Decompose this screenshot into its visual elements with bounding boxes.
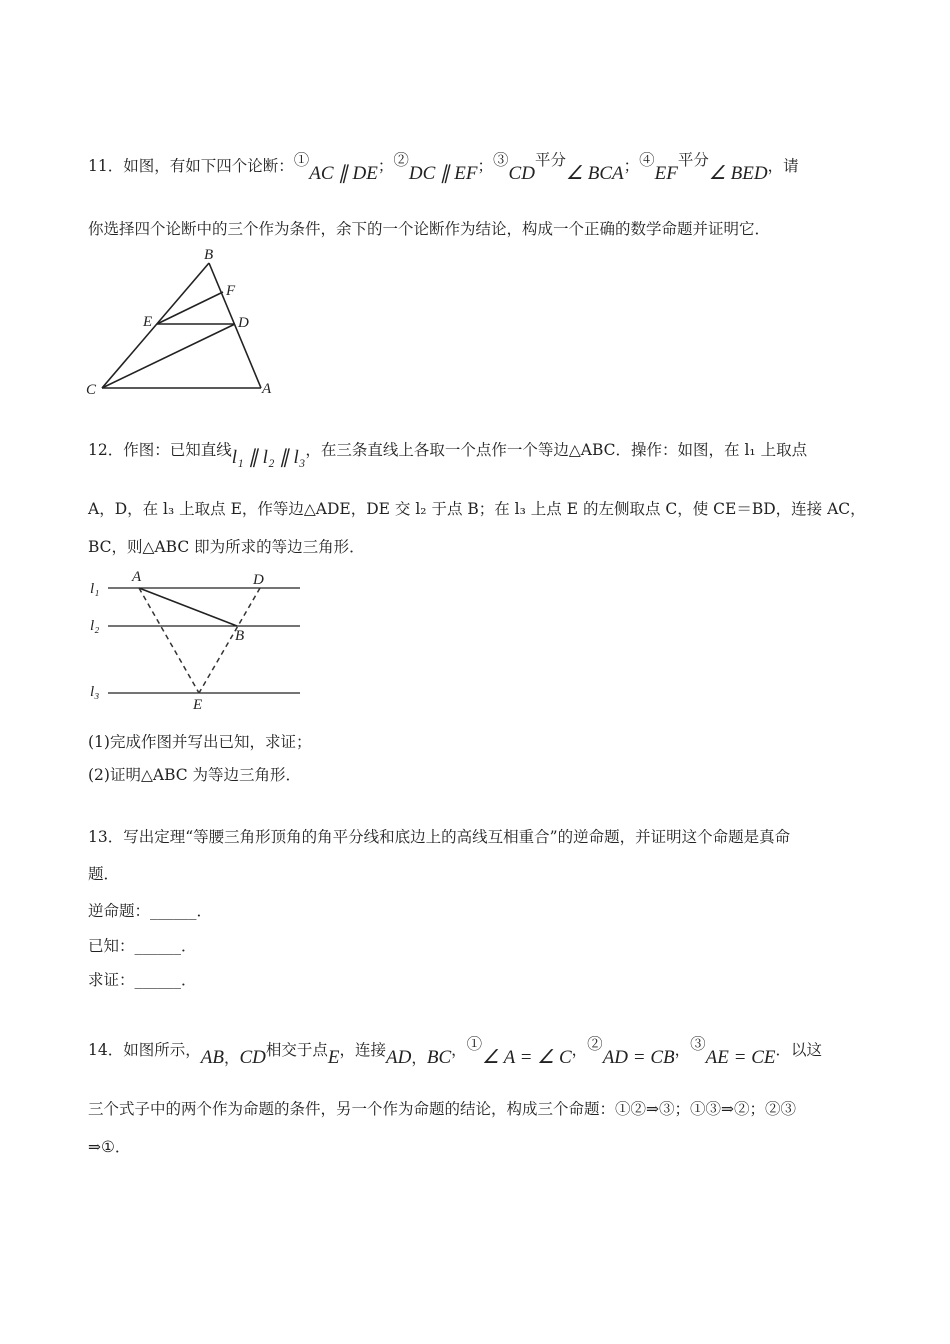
q14-intersect: 相交于点 bbox=[265, 1041, 328, 1059]
q11-c2: ② bbox=[393, 151, 409, 169]
q14-connect: ，连接 bbox=[339, 1041, 387, 1059]
q11-statement3b: ∠ BCA bbox=[565, 163, 624, 184]
q11-label-B: B bbox=[204, 247, 214, 263]
q12-parallel-lines: l₁ ∥ l₂ ∥ l₃ bbox=[231, 447, 306, 468]
q13-converse-blank[interactable]: ______ bbox=[150, 902, 197, 920]
q12-line2: A，D，在 l₃ 上取点 E，作等边△ADE，DE 交 l₂ 于点 B；在 l₃ 上点 E 的左侧取点 C，使 CE＝BD，连接 AC， bbox=[88, 500, 866, 518]
q11-line1: 11．如图，有如下四个论断：①AC ∥ DE；②DC ∥ EF；③CD平分∠ BCA；④EF平分∠ BED，请 bbox=[88, 151, 799, 184]
q14-c3: ③ bbox=[690, 1035, 706, 1053]
q13-given-blank[interactable]: ______ bbox=[134, 937, 182, 955]
q14-lead: 14．如图所示， bbox=[88, 1041, 201, 1059]
q14-AB: AB bbox=[200, 1047, 224, 1068]
q14-AD: AD bbox=[386, 1047, 412, 1068]
q12-label-E: E bbox=[193, 697, 203, 713]
q11-bisect4: 平分 bbox=[677, 151, 709, 169]
q12-part1: (1)完成作图并写出已知，求证； bbox=[88, 733, 312, 751]
q13-converse-dot: ． bbox=[196, 902, 213, 920]
q11-label-D: D bbox=[238, 315, 249, 331]
q14-CD: CD bbox=[239, 1047, 266, 1068]
q14-line3: ⇒①． bbox=[88, 1138, 131, 1156]
q12-label-l2: l₂ bbox=[90, 618, 100, 634]
q14-formula1: ∠ A = ∠ C bbox=[482, 1047, 572, 1068]
q14-line2: 三个式子中的两个作为命题的条件，另一个作为命题的结论，构成三个命题：①②⇒③；①③⇒②；②③ bbox=[88, 1100, 796, 1118]
q13-given-label: 已知： bbox=[88, 937, 135, 955]
q11-statement2: DC ∥ EF bbox=[408, 163, 478, 184]
q13-prove-dot: ． bbox=[181, 971, 197, 989]
q13-given bbox=[88, 934, 197, 956]
q11-statement4b: ∠ BED bbox=[708, 163, 768, 184]
q12-line3: BC，则△ABC 即为所求的等边三角形． bbox=[88, 538, 365, 556]
q11-figure bbox=[80, 240, 290, 400]
q12-part2: (2)证明△ABC 为等边三角形． bbox=[88, 766, 302, 784]
q11-line2: 你选择四个论断中的三个作为条件，余下的一个论断作为结论，构成一个正确的数学命题并证明它． bbox=[88, 220, 771, 238]
q13-prove-blank[interactable]: ______ bbox=[134, 971, 182, 989]
q12-label-l1: l₁ bbox=[90, 581, 100, 597]
q11-tail: ，请 bbox=[767, 157, 799, 175]
q13-prove bbox=[88, 968, 197, 990]
q12-label-l3: l₃ bbox=[90, 684, 100, 700]
q13-given-dot: ． bbox=[181, 937, 197, 955]
q11-label-E: E bbox=[143, 314, 153, 330]
q14-c1: ① bbox=[466, 1035, 483, 1053]
q14-c2: ② bbox=[587, 1035, 603, 1053]
q11-lead: 11．如图，有如下四个论断： bbox=[88, 157, 294, 175]
q11-label-F: F bbox=[226, 283, 236, 299]
q13-converse-label: 逆命题： bbox=[88, 902, 151, 920]
q11-c4: ④ bbox=[639, 151, 655, 169]
q12-label-D: D bbox=[253, 572, 264, 588]
q12-label-A: A bbox=[132, 569, 142, 585]
q11-c1: ① bbox=[293, 151, 310, 169]
q14-formula2: AD = CB bbox=[602, 1047, 675, 1068]
q11-label-C: C bbox=[86, 382, 97, 398]
q11-statement1: AC ∥ DE bbox=[309, 163, 378, 184]
q12-lead: 12．作图：已知直线 bbox=[88, 441, 232, 459]
q11-c3: ③ bbox=[493, 151, 509, 169]
q11-statement3a: CD bbox=[508, 163, 535, 184]
q12-label-B: B bbox=[235, 628, 245, 644]
q14-E: E bbox=[327, 1047, 340, 1068]
q13-converse bbox=[88, 899, 212, 921]
q12-rest: ，在三条直线上各取一个点作一个等边△ABC．操作：如图，在 l₁ 上取点 bbox=[305, 441, 808, 459]
q13-line1: 13．写出定理“等腰三角形顶角的角平分线和底边上的高线互相重合”的逆命题，并证明这个命题是真命 bbox=[88, 828, 791, 846]
q11-label-A: A bbox=[262, 381, 272, 397]
q12-figure bbox=[84, 568, 306, 716]
q12-line1 bbox=[88, 438, 808, 468]
q11-statement4a: EF bbox=[654, 163, 678, 184]
q13-prove-label: 求证： bbox=[88, 971, 135, 989]
q11-bisect3: 平分 bbox=[534, 151, 566, 169]
q14-tail: ．以这 bbox=[775, 1041, 822, 1059]
q14-formula3: AE = CE bbox=[705, 1047, 776, 1068]
q14-line1: 14．如图所示，AB，CD相交于点E，连接AD，BC，①∠ A = ∠ C，②AD = CB，③AE = CE．以这 bbox=[88, 1035, 822, 1068]
q14-BC: BC bbox=[426, 1047, 452, 1068]
q13-line2: 题． bbox=[88, 865, 120, 883]
